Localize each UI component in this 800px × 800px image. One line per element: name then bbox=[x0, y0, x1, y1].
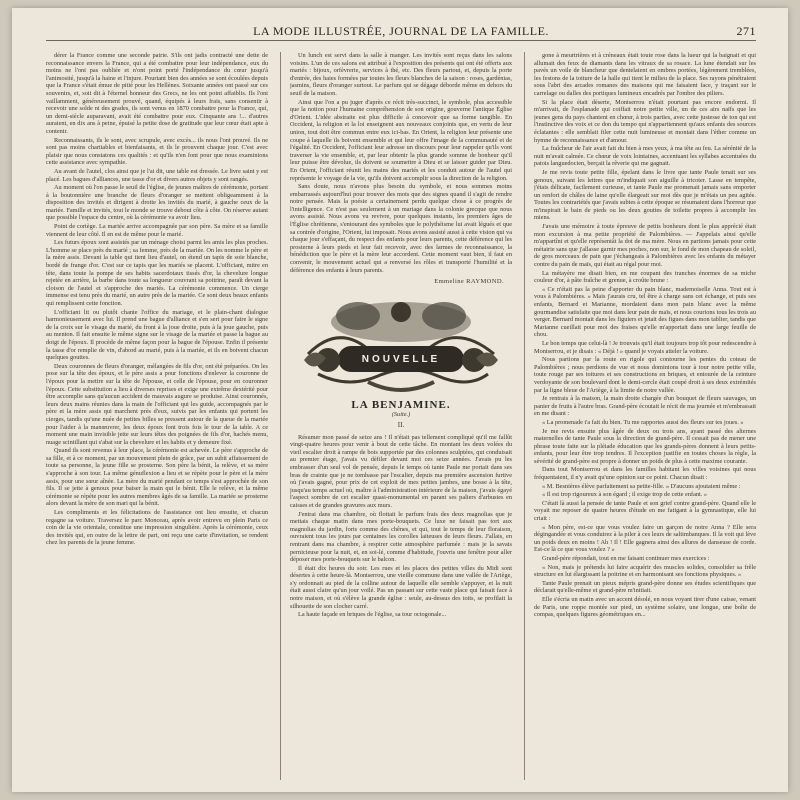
paragraph: Reconnaissants, ils le sont, avec scrupule, avec excès... ils nous l'ont prouvé. Ils ne sont pas moins charitables et bienfaisants, et ils le prouvent chaque jour. C'est avec plaisir que nous constatons ces qualités : et qu'ils n'en font pour que nous examinions cette assistance avec sympathie. bbox=[46, 136, 268, 167]
story-subtitle: (Suite.) bbox=[391, 411, 411, 419]
paragraph: Les compliments et les félicitations de l'assistance ont lieu ensuite, et chacun regagne sa voiture. Traversez le parc Monceau, après avoir entrevu en plein Paris ce coin de la vie orientale, constitue une impression singulière. Après la cérémonie, ceux des invités qui, en outre de la lettre de part, ont reçu une carte d'invitation, se rendent chez les parents de la jeune femme. bbox=[46, 509, 268, 547]
paragraph: Au moment où l'on passe le seuil de l'église, de jeunes maîtres de cérémonie, portant à la boutonnière une branche de fleurs d'oranger se mettent obligeamment à la disposition des invités et dirigent à droite les invités du marié, à gauche ceux de la mariée. Famille et invités, tout le monde se trouve debout côte à côte. On réserve autant que possible l'espace du centre, où la cérémonie va avoir lieu. bbox=[46, 184, 268, 222]
column-2 bbox=[290, 52, 512, 780]
paragraph: Résumer mon passé de seize ans ! Il n'était pas tellement compliqué qu'il me fallût vingt-quatre heures pour venir à bout de cette tâche. En montant les deux volées du vieil escalier droit à rampe de bois supportée par des colonnes sculptées, qui conduisait au premier étage, j'avais vu défiler devant moi ces seize années. J'avais pu les embrasser d'un seul vol de pensée, depuis le temps où tante Paule me portait dans ses bras de crainte que je ne tombasse par l'escalier, depuis ma première ascension furtive où j'avais gagné, pour prix de cet exploit de mes petites jambes, une bosse à la tête, jusqu'au temps actuel où, maître à l'administration intérieure de la maison, j'avais égayé l'aspect sombre de cet escalier quasi-monumental en parant ses paliers d'arbustes en caisses et de grandes gravures aux murs. bbox=[290, 433, 512, 509]
paragraph: Tante Paule prenait un pieux mépris grand-père donne ses études scientifiques que déclarait qu'elle-même et grand-père m'initiait. bbox=[534, 579, 756, 595]
column-1 bbox=[46, 52, 268, 780]
paragraph: La fraîcheur de l'air avait fait du bien à mes yeux, à ma tête au feu. La sérénité de la nuit m'avait calmée. Ce chœur de voix lointaines, accentuant les syllabes accentuées du patois languedocien, berçait la rêverie qui me gagnait. bbox=[534, 145, 756, 168]
paragraph: Un lunch est servi dans la salle à manger. Les invités sont reçus dans les salons voisins. L'un de ces salons est attribué à l'exposition des présents qui ont été offerts aux mariés : bijoux, orfèvrerie, services à thé, etc. Des fleurs partout, et, depuis la porte d'entrée, des haies formées par toutes les fleurs blanches de la saison : roses, gardénias, jasmins, fleurs d'oranger surtout. Le parfum qui se dégage déborde même en dehors du seuil de la maison. bbox=[290, 52, 512, 97]
paragraph: Je me revis toute petite fille, épelant dans le livre que tante Paule tenait sur ses genoux, suivant les lettres que m'indiquait son aiguille à tricoter. Lasse en tempête, j'étais délicate, facilement curieuse, et tante Paule me promenait jamais sans emporter un renfort de châles de laine qu'elle élargeait sur moi dès que je m'étais un peu agitée. Toutes les contrariétés que j'avais subies à cette époque se résumaient dans l'horreur que m'inspirait le bain de pieds ou les deux gouttes de toilette propres à accomplir les miens. bbox=[534, 168, 756, 222]
ornamental-banner-illustration bbox=[298, 294, 504, 398]
author-signature: Emmeline RAYMOND. bbox=[434, 278, 504, 286]
paragraph: Je me revis ensuite plus âgée de deux ou trois ans, ayant passé des alternes maternelles de tante Paule sous la direction de grand-père. Il cessait pas de mener une phrase toute faite sur la pléiade éducation que les grands-pères donnent à leurs petits-enfants, pour leur être trop tendres. Il l'exception justifie en toutes choses la règle, la sévérité de grand-père est propre à donner un poids de plus à cette maxime courante. bbox=[534, 427, 756, 465]
paragraph: gone à meurtrières et à créneaux était toute rose dans la lueur qui la baignait et qui allumait des feux de diamants dans les vitraux de sa rosace. La lune étendait sur les pavés un voile de blancheur que dentelaient en ombres portées, légèrement tremblées, les festons de la toiture de la halle qui tient le milieu de la place. Ses rayons pénétraient sous l'abri des arcades romanes des maisons qui me faisaient face, y traçant sur le carrelage ou dalles des portiques lumineux encadrés par l'ombre des piliers. bbox=[534, 52, 756, 97]
newspaper-page bbox=[12, 8, 788, 792]
paragraph: L'officiant lit ou plutôt chante l'office du mariage, et le plain-chant dialogue harmonieusement avec lui. Il prend une bague d'alliance et s'en sert pour faire le signe de la croix sur le visage du marié, du front à la joue droite, puis à la joue gauche, puis au menton. Il fait ensuite le même signe sur le visage de la mariée et passe la bague au doigt de l'époux. Il procède de même façon pour la bague de l'épouse. Enfin il présente la tasse d'or remplie de vin, d'abord au marié, puis à la mariée, et ils en boivent chacun quelques gouttes. bbox=[46, 308, 268, 362]
paragraph: Il était dix heures du soir. Les rues et les places des petites villes du Midi sont désertes à cette heure-là. Montserrou, une vieille commune dans une vallée de l'Ariège, s'y ordonnait au pied de la colline autour de laquelle elle semble s'appuyer, et la nuit était aussi claire qu'un jour voilé. Pas un passant sur cette vaste place qui faisait face à notre maison, et où s'élève la grande église : seule, au-dessus des toits, se profilait la silhouette de son clocher carré. bbox=[290, 564, 512, 610]
paragraph: « Il est trop rigoureux à son égard ; il exige trop de cette enfant. » bbox=[542, 491, 708, 499]
paragraph: « La promenade t'a fait du bien. Tu me rapportes aussi des fleurs sur tes joues. » bbox=[542, 418, 744, 426]
page-header bbox=[46, 22, 756, 41]
banner-label: NOUVELLE bbox=[361, 353, 441, 365]
story-title: LA BENJAMINE. bbox=[351, 398, 451, 411]
paragraph: Sans doute, nous n'avons plus besoin du symbole, et nous sommes moins embarrassés aujourd'hui pour trouver des mots que des signes quand il s'agit de rendre notre pensée. Mais la poésie a certainement perdu quelque chose à ce progrès de l'intelligence. Ce n'est pas seulement à un mariage dans la colonie grecque que nous avons assisté. Nous avons vu revivre, pour quelques instants, les premiers âges de l'Église chrétienne, s'entourant des symboles que le polythéisme lui avait légués et que sa contrée d'origine, l'Orient, lui imposait. Nous avons assisté aussi à cette vision qui va chaque jour s'effaçant, du respect des enfants pour leurs parents, cette déférence qui les prosterne à leurs pieds et leur fait recevoir, avec des larmes de reconnaissance, la bénédiction que le père et la mère leur accordent. Cette moment vaut bien, il faut en convenir, le mouvement actuel qui a renversé les rôles et transporté l'humilité et la déférence des enfants à leurs parents. bbox=[290, 183, 512, 274]
chapter-number: II. bbox=[397, 421, 405, 429]
paragraph: Au avant de l'autel, clos ainsi que je l'ai dit, une table est dressée. Le livre saint y est placé. Les bagues d'alliances, une tasse d'or et divers autres objets y sont rangés. bbox=[46, 167, 268, 183]
column-divider bbox=[280, 52, 281, 780]
paragraph: Grand-père répondait, tout en me faisant continuer mes exercices : bbox=[542, 555, 710, 562]
paragraph: Elle s'écria un matin avec un accent désolé, en nous voyant tirer d'une caisse, venant de Paris, une roppe montée sur pied, un système solaire, une longue, une boîte de compas, quelques figures géométriques en... bbox=[534, 595, 756, 619]
paragraph: « Non, mais je prétends lui faire acquérir des muscles solides, consolider sa frêle structure en lui élargissant la poitrine et en harmonisant ses fonctions physiques. » bbox=[534, 563, 756, 579]
paragraph: Dans tout Montserrou et dans les familles habitant les villes voisines qui nous fréquentaient, il n'y avait qu'une opinion sur ce point. Chacun disait : bbox=[534, 466, 756, 482]
paragraph: Les futurs époux sont assistés par un ménage choisi parmi les amis les plus proches. L'homme se place près du marié ; sa femme, près de la mariée. On les nomme le père et la mère assis. Devant la table qui tient lieu d'autel, on étend un tapis de soie blanche, bordé de frange d'or. C'est sur ce tapis que les mariés se placent. L'officiant, mitre en tête, dans toute la pompe de ses habits sacerdotaux tissés d'or, la chevelure longue rejetée en arrière, la barbe dans toute sa longueur couvrant sa poitrine, paraît devant la cloison de l'autel et s'approche des mariés. La cérémonie commence. Un cierge immense est tenu près du marié, un autre près de la mariée. Ce sont deux beaux enfants qui remplissent cette fonction. bbox=[46, 239, 268, 307]
paragraph: Quand ils sont revenus à leur place, la cérémonie est achevée. Le père s'approche de sa fille, et à ce moment, par un mouvement plein de grâce, par un subit affaissement de toute sa personne, la jeune fille se prosterne. Son père la bénit, la relève, et sa mère s'approche à son tour. La même génuflexion a lieu et se répète pour le père et la mère assis, pour une sœur aînée. La mère du marié pendant ce temps s'est approchée de son fils. Il se jette à genoux pour baiser la main qui le bénit. Elle le relève, et la même cérémonie se répète pour les autres membres âgés de sa famille. La mariée se prosterne alors devant la mère de son mari qui la bénit. bbox=[46, 447, 268, 508]
paragraph: « M. Besnières élève parfaitement sa petite-fille. » D'aucuns ajoutaient même : bbox=[542, 482, 741, 490]
paragraph: Point de cortège. La mariée arrive accompagnée par son père. Sa mère et sa famille viennent de leur côté. Il en est de même pour le marié. bbox=[46, 223, 268, 238]
paragraph: J'entrai dans ma chambre, où flottait le parfum frais des deux magnolias que je mettais chaque matin dans mes porte-bouquets. Ce luxe ne faisait pas tort aux magnolias du jardin, forts comme des chênes, et qui, tout le temps de leur floraison, ouvraient tous les jours par centaines les corolles laiteuses de leurs fleurs. J'allais, en rentrant dans ma chambre, à respirer cette atmosphère parfumée : mais je la savais pernicieuse pour la nuit, et, en soi-lé, comme d'habitude, j'ouvris une fenêtre pour aller déposer mes porte-bouquets sur le balcon. bbox=[290, 510, 512, 564]
journal-title: LA MODE ILLUSTRÉE, JOURNAL DE LA FAMILLE. bbox=[253, 24, 549, 38]
paragraph: La haute façade en briques de l'église, sa tour octogonale... bbox=[298, 611, 447, 619]
page-number: 271 bbox=[736, 24, 756, 38]
nouvelle-banner bbox=[298, 294, 504, 398]
paragraph: Si la place était déserte, Montserrou n'était pourtant pas encore endormi. Il m'arrivait, de l'esplanade qui coiffait notre petite ville, un de ces airs naïfs que les jeunes gens du pays chantent en chœur, à trois parties, avec cette justesse de ton qui est l'instinctive des voix et ce don du tempo qui n'appartiennent qu'aux enfants des sources éclatantes : elle semblait filer cette nuit lumineuse et montait dans l'éther comme un hymne de reconnaissance et d'amour. bbox=[534, 98, 756, 144]
paragraph: Deux couronnes de fleurs d'oranger, mélangées de fils d'or, ont été préparées. On les pose sur la tête des époux, et le père assis a pour fonctions d'enlever la couronne de l'époux pour la mettre sur la tête de l'épouse, et celle de l'épouse, pour en couronner l'époux. Cette substitution a lieu à diverses reprises et exige une extrême dextérité pour être accomplie sans qu'aucun accident de mauvais augure se produise. Ainsi couronnés, leurs deux mains réunies dans la main de l'officiant qui les guide, accompagnés par le père et la mère assis qui marchent près d'eux, suivis par les enfants qui portent les cierges, tandis qu'une nuée de petites billes se pressent autour de la queue de la mariée pour l'aider à la manœuvrer, les deux époux font trois fois le tour de la table. A ce moment une main invisible jette sur leurs têtes des poignées de fils d'or, hachés menu, nuage scintillant qui s'abat sur la chevelure et les habits et y demeure fixé. bbox=[46, 362, 268, 446]
paragraph: La métayère me disait bien, en me coupant des tranches énormes de sa miche couleur d'or, à pâte fraîche et grenue, à croûte brune : bbox=[534, 269, 756, 285]
paragraph: J'avais une mémoire à toute épreuve de petits bonheurs dont le plus apprécié était mon excursion à ma petite propriété de Palombières. — J'appelais ainsi qu'elle m'appartînt et qu'elle représentât la dot de ma mère. Nous en partions jamais pour cette métairie sans que j'allasse garnir mes poches, non sur, le fond de mon chapeau de soleil, de gros morceaux de pain que j'échangeais à Palombières avec les enfants du métayer contre du pain de maïs, qui était au régal pour moi. bbox=[534, 223, 756, 269]
paragraph: Nous partions par la route en rigole qui contourne les pentes du coteau de Palombières ; nous perdions de vue et nous dominions tour à tour notre petite ville, toute rouge par ses toitures et ses constructions en briques, et entourée de la ceinture verdoyante de son boulevard dont le demi-cercle était coupé droit à ses deux extrémités par la ligne bleue de l'Ariège, à la limite de notre vallée. bbox=[534, 356, 756, 394]
paragraph: dérer la France comme une seconde patrie. S'ils ont jadis contracté une dette de reconnaissance envers la France, qui a été combattre pour leur indépendance, eux du moins ne l'ont pas oubliée et n'ont point porté l'indépendance du cœur jusqu'à l'animosité, jusqu'à la haine et l'injure. Pourtant bien des années se sont écoulées depuis que la France s'était émue de pitié pour les Hellènes. Soixante années ont passé sur ces souvenirs, et, soit dit à l'éternel honneur des Grecs, ne les ont point affaiblis. Ils l'ont vaillamment, généreusement prouvé, quand, équipés à leurs frais, sans consentir à recevoir une solde ni des grades, ils sont venus en 1870 combattre pour la France, qui, un demi-siècle auparavant, avait été combattre pour eux. Cinquante ans !... d'autres auraient, en dix ans à peine, épuisé la petite dose de gratitude que leur cœur était apte à contenir. bbox=[46, 52, 268, 135]
paragraph: Le bon temps que celui-là ! Je trouvais qu'il était toujours trop tôt pour redescendre à Montserrou, et je disais : « Déjà ! » quand je voyais atteler la voiture. bbox=[534, 339, 756, 355]
paragraph: « Ce n'était pas la peine d'apporter du pain blanc, mademoiselle Anna. Tout est à vous à Palombières. » Mais j'aurais cru, tel être à charge sans cet échange, et puis ses enfants, Bernard et Marianne, mordaient dans mon pain blanc avec la même gourmandise satisfaite que moi dans leur pain de maïs, et nous courions tous les trois au verger. Bernard montait dans les figuiers et jetait des figues dans mon tablier, tandis que Marianne cueillait pour moi des fraises qu'elle m'apportait dans une large feuille de chou. bbox=[534, 285, 756, 339]
paragraph: Je rentrais à la maison, la main droite chargée d'un bouquet de fleurs sauvages, un panier de fruits à l'autre bras. Grand-père écoutait le récit de ma journée et m'embrassait en me disant : bbox=[534, 395, 756, 418]
paragraph: C'était là aussi la pensée de tante Paule et son grief contre grand-père. Quand elle le voyait me reposer de quatre heures d'étude en me fatigant à la gymnastique, elle lui criait : bbox=[534, 499, 756, 523]
paragraph: « Mon père, est-ce que vous voulez faire un garçon de notre Anna ? Elle sera dégingandée et vous conduirez à la piler à ces leurs de saltimbanques. Il la voit qui lève un poids deux en moins ! Ah ! Il ! Elle gagnera ainsi des allures de danseuse de corde. Est-ce là ce que vous voulez ? » bbox=[534, 523, 756, 554]
column-divider bbox=[524, 52, 525, 780]
column-3 bbox=[534, 52, 756, 780]
paragraph: Ainsi que l'on a pu juger d'après ce récit très-succinct, le symbole, plus accessible que la notion pour l'humaine compréhension de son origine, gouverne l'antique Église d'Orient. L'idée abstraite est plus difficile à concevoir que sa forme tangible. En Occident, la religion et la loi enseignent aux nouveaux conjoints que, en vertu de leur union, tout doit être commun entre eux ici-bas. En Orient, la religion leur présente une coupe à laquelle ils boivent ensemble et qui leur offre l'image de la communauté et de l'égalité. En Occident, l'officiant leur adresse un discours pour leur rappeler qu'ils vont traverser la vie ensemble, et, par leur obtenir la plus grande somme de bonheur qu'il leur puisse être dévolue, ils doivent se soumettre à Dieu et se laisser guider par Dieu. En Orient, l'officiant réunit les mains des mariés et les conduit autour de l'autel qui représente le voyage de la vie, qu'ils doivent accomplir sous la direction de la religion. bbox=[290, 98, 512, 182]
